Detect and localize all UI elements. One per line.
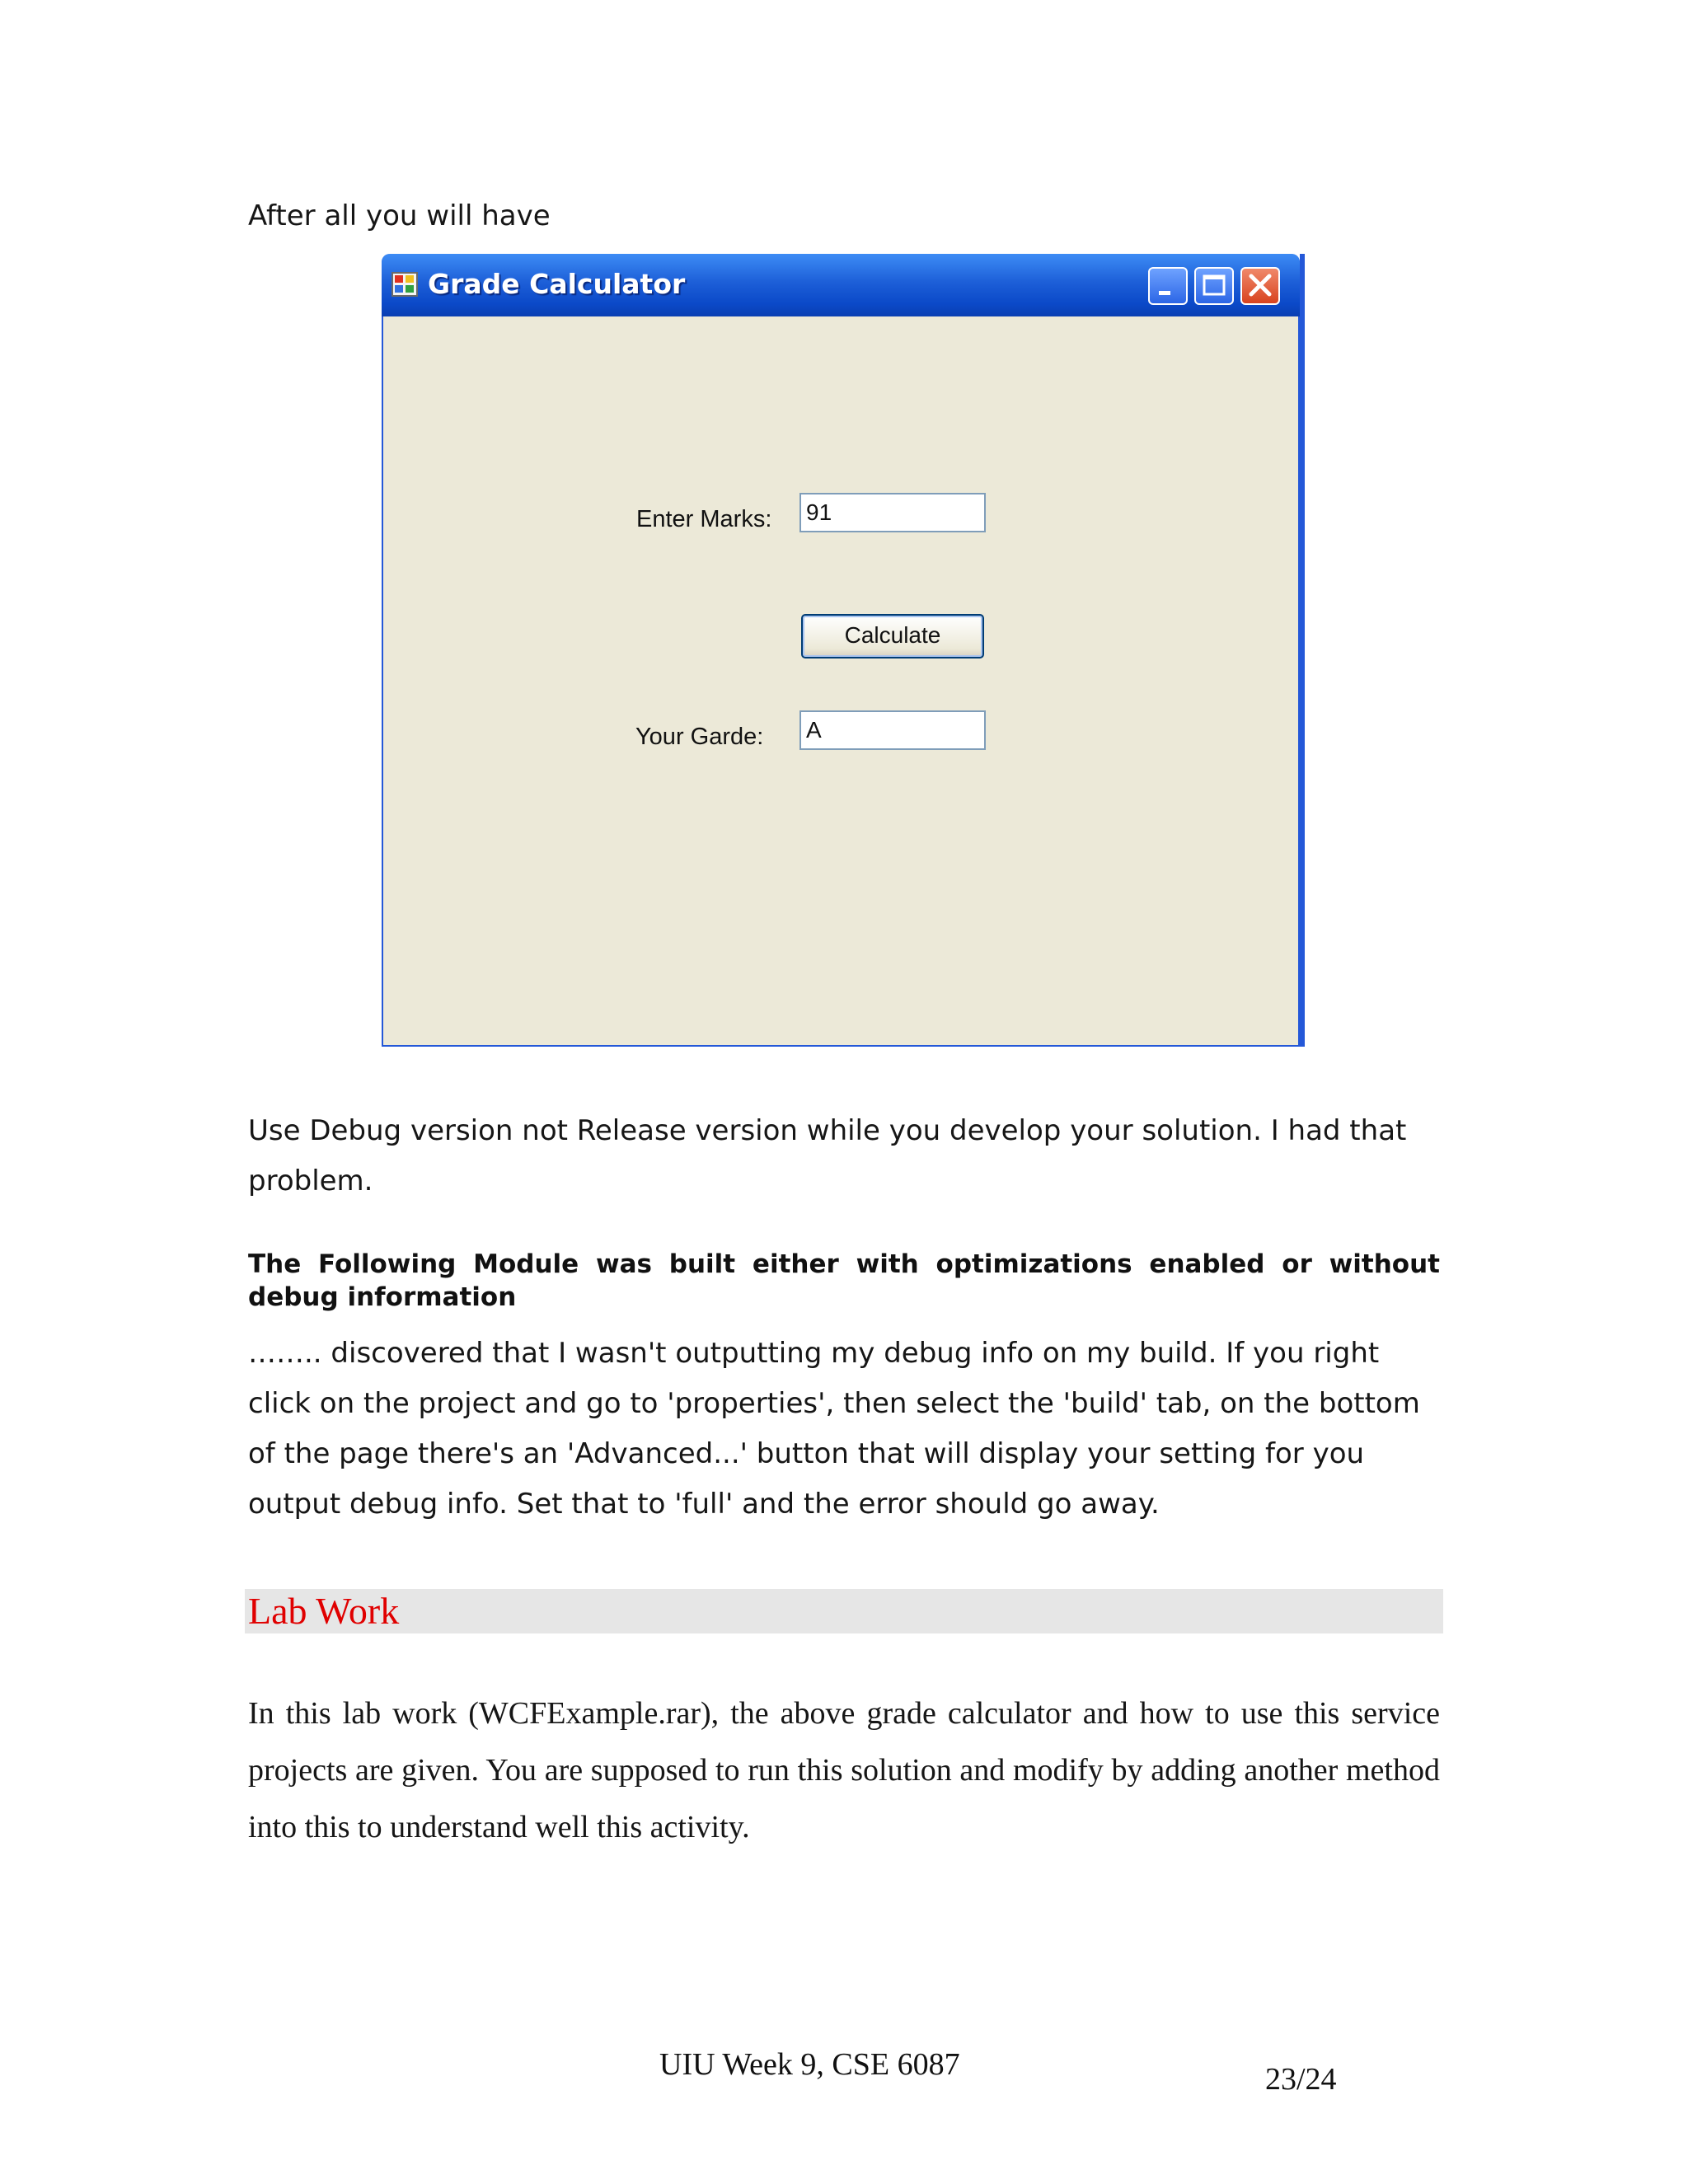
section-heading-bar [245, 1589, 1443, 1633]
page-number: 23/24 [1265, 2062, 1337, 2097]
your-grade-label: Your Garde: [635, 724, 764, 750]
lab-work-heading: Lab Work [248, 1590, 400, 1632]
grade-calculator-window [382, 254, 1300, 1047]
lab-work-paragraph: In this lab work (WCFExample.rar), the above grade calculator and how to use this service projects are given. You are supposed to run this solution and modify by adding another method into this to understand well this activity. [248, 1696, 1440, 1844]
window-title: Grade Calculator [428, 268, 686, 300]
enter-marks-label: Enter Marks: [636, 506, 772, 532]
app-icon [392, 272, 418, 297]
page-footer: UIU Week 9, CSE 6087 [659, 2047, 960, 2082]
marks-input[interactable]: 91 [799, 493, 986, 532]
minimize-button[interactable] [1148, 267, 1188, 305]
minimize-icon [1150, 269, 1186, 303]
intro-text: After all you will have [248, 199, 551, 232]
maximize-button[interactable] [1194, 267, 1234, 305]
window-border [1300, 254, 1305, 1047]
grade-output-field[interactable]: A [799, 710, 986, 750]
debug-version-paragraph: Use Debug version not Release version while you develop your solution. I had that problem. [248, 1114, 1407, 1197]
close-button[interactable] [1240, 267, 1280, 305]
window-titlebar[interactable] [382, 254, 1300, 316]
close-icon [1242, 269, 1278, 303]
module-warning-heading: The Following Module was built either with optimizations enabled or without debug information [248, 1249, 1440, 1312]
calculate-button[interactable]: Calculate [801, 614, 984, 658]
maximize-icon [1196, 269, 1232, 303]
debug-info-paragraph: …….. discovered that I wasn't outputting my debug info on my build. If you right click on the project and go to 'properties', then select the 'build' tab, on the bottom of the page there's an 'Advanced...' button that will display your setting for you output debug info. Set that to 'full' and the error should go away. [248, 1337, 1420, 1521]
